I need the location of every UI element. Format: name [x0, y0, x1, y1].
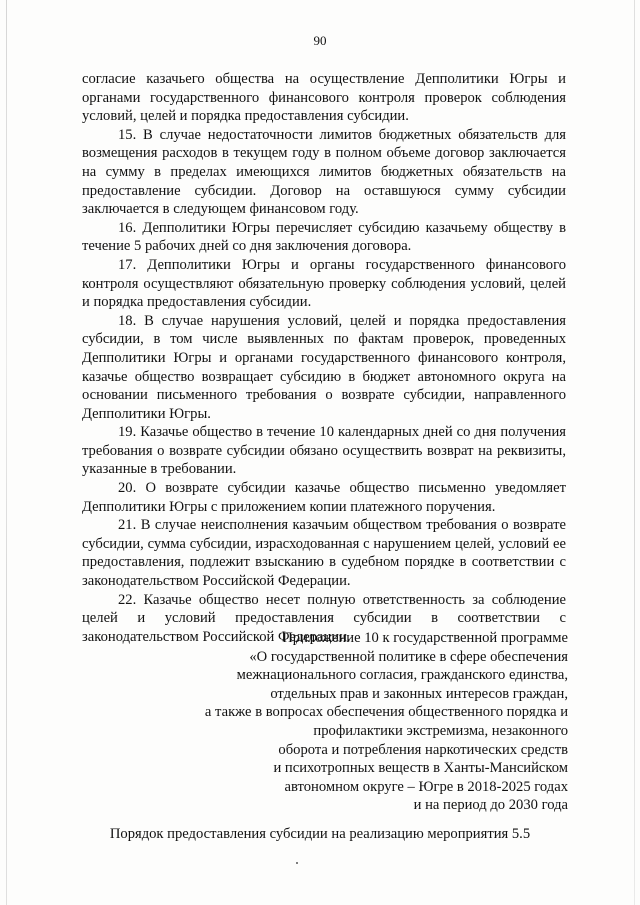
body-text: [82, 70, 566, 646]
scan-speck: [296, 862, 298, 864]
appendix-line: «О государственной политике в сфере обеспечения: [249, 648, 568, 665]
paragraph-15: 15. В случае недостаточности лимитов бюджетных обязательств для возмещения расходов в текущем году в полном объеме договор заключается на сумму в пределах имеющихся лимитов бюджетных обязательств на предоставление субсидии. Договор на оставшуюся сумму субсидии заключается в следующем финансовом году.: [82, 126, 566, 218]
appendix-line: автономном округе – Югре в 2018-2025 годах: [284, 778, 568, 795]
appendix-line: межнационального согласия, гражданского единства,: [236, 667, 568, 684]
order-title: Порядок предоставления субсидии на реализацию мероприятия 5.5: [109, 826, 531, 842]
scan-edge-left: [6, 0, 7, 905]
paragraph-18: 18. В случае нарушения условий, целей и порядка предоставления субсидии, в том числе выявленных по фактам проверок, проведенных Депполитики Югры и органами государственного финансового контроля, казачье общество возвращает субсидию в бюджет автономного округа на основании письменного требования о возврате субсидии, направленного Депполитики Югры.: [82, 312, 566, 422]
paragraph-21: 21. В случае неисполнения казачьим обществом требования о возврате субсидии, сумма субсидии, израсходованная с нарушением целей, условий ее предоставления, подлежит взысканию в судебном порядке в соответствии с законодательством Российской Федерации.: [82, 517, 566, 590]
appendix-line: а также в вопросах обеспечения общественного порядка и: [204, 704, 568, 721]
appendix-line: и психотропных веществ в Ханты-Мансийском: [273, 760, 568, 777]
paragraph-continuation: согласие казачьего общества на осуществление Депполитики Югры и органами государственного финансового контроля проверок соблюдения условий, целей и порядка предоставления субсидии.: [82, 71, 566, 125]
appendix-line: оборота и потребления наркотических средств: [278, 741, 568, 758]
paragraph-22: 22. Казачье общество несет полную ответственность за соблюдение целей и условий предоставления субсидии в соответствии с законодательством Российской Федерации.: [82, 591, 566, 645]
scan-edge-right: [634, 0, 635, 905]
paragraph-20: 20. О возврате субсидии казачье общество письменно уведомляет Депполитики Югры с приложением копии платежного поручения.: [82, 480, 566, 515]
paragraph-16: 16. Депполитики Югры перечисляет субсидию казачьему обществу в течение 5 рабочих дней со дня заключения договора.: [82, 219, 566, 255]
appendix-header: [148, 629, 568, 815]
appendix-line: профилактики экстремизма, незаконного: [313, 722, 568, 739]
appendix-line: отдельных прав и законных интересов граждан,: [270, 685, 568, 702]
appendix-line: и на период до 2030 года: [413, 797, 568, 814]
paragraph-19: 19. Казачье общество в течение 10 календарных дней со дня получения требования о возврате субсидии обязано осуществить возврат на реквизиты, указанные в требовании.: [82, 424, 566, 478]
page-number: 90: [313, 33, 327, 48]
paragraph-17: 17. Депполитики Югры и органы государственного финансового контроля осуществляют обязательную проверку соблюдения условий, целей и порядка предоставления субсидии.: [82, 256, 566, 311]
appendix-line: Приложение 10 к государственной программе: [282, 630, 568, 646]
